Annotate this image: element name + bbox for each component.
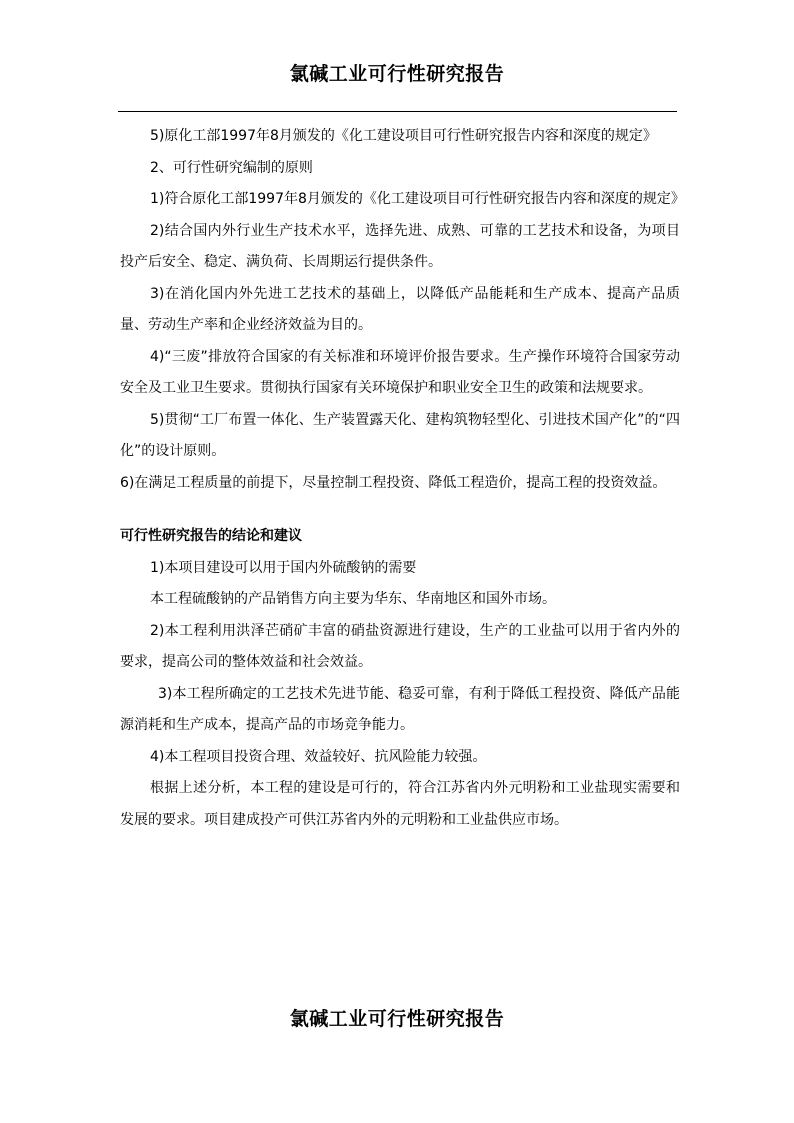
paragraph: 2、可行性研究编制的原则 xyxy=(150,159,313,176)
next-page-title: 氯碱工业可行性研究报告 xyxy=(289,1008,505,1030)
header-divider xyxy=(118,111,677,112)
paragraph: 5)原化工部1997年8月颁发的《化工建设项目可行性研究报告内容和深度的规定》 xyxy=(150,128,657,144)
section-heading: 可行性研究报告的结论和建议 xyxy=(120,528,302,544)
paragraph: 3)在消化国内外先进工艺技术的基础上，以降低产品能耗和生产成本、提高产品质量、劳动生产率和企业经济效益为目的。 xyxy=(120,285,680,333)
paragraph: 4)“三废”排放符合国家的有关标准和环境评价报告要求。生产操作环境符合国家劳动安全及工业卫生要求。贯彻执行国家有关环境保护和职业安全卫生的政策和法规要求。 xyxy=(120,348,680,396)
paragraph: 4)本工程项目投资合理、效益较好、抗风险能力较强。 xyxy=(150,748,487,765)
paragraph: 5)贯彻“工厂布置一体化、生产装置露天化、建构筑物轻型化、引进技术国产化”的“四化”的设计原则。 xyxy=(120,411,680,459)
paragraph: 6)在满足工程质量的前提下，尽量控制工程投资、降低工程造价，提高工程的投资效益。 xyxy=(120,474,667,491)
paragraph: 本工程硫酸钠的产品销售方向主要为华东、华南地区和国外市场。 xyxy=(150,591,556,607)
paragraph: 1)本项目建设可以用于国内外硫酸钠的需要 xyxy=(150,559,417,576)
document-body xyxy=(120,121,685,836)
paragraph: 1)符合原化工部1997年8月颁发的《化工建设项目可行性研究报告内容和深度的规定》 xyxy=(150,191,685,207)
page-title: 氯碱工业可行性研究报告 xyxy=(289,63,505,85)
paragraph: 3)本工程所确定的工艺技术先进节能、稳妥可靠，有利于降低工程投资、降低产品能源消耗和生产成本，提高产品的市场竞争能力。 xyxy=(120,685,680,733)
paragraph: 根据上述分析，本工程的建设是可行的，符合江苏省内外元明粉和工业盐现实需要和发展的要求。项目建成投产可供江苏省内外的元明粉和工业盐供应市场。 xyxy=(120,780,680,828)
paragraph: 2)结合国内外行业生产技术水平，选择先进、成熟、可靠的工艺技术和设备，为项目投产后安全、稳定、满负荷、长周期运行提供条件。 xyxy=(120,222,680,270)
paragraph: 2)本工程利用洪泽芒硝矿丰富的硝盐资源进行建设，生产的工业盐可以用于省内外的要求，提高公司的整体效益和社会效益。 xyxy=(120,622,680,670)
